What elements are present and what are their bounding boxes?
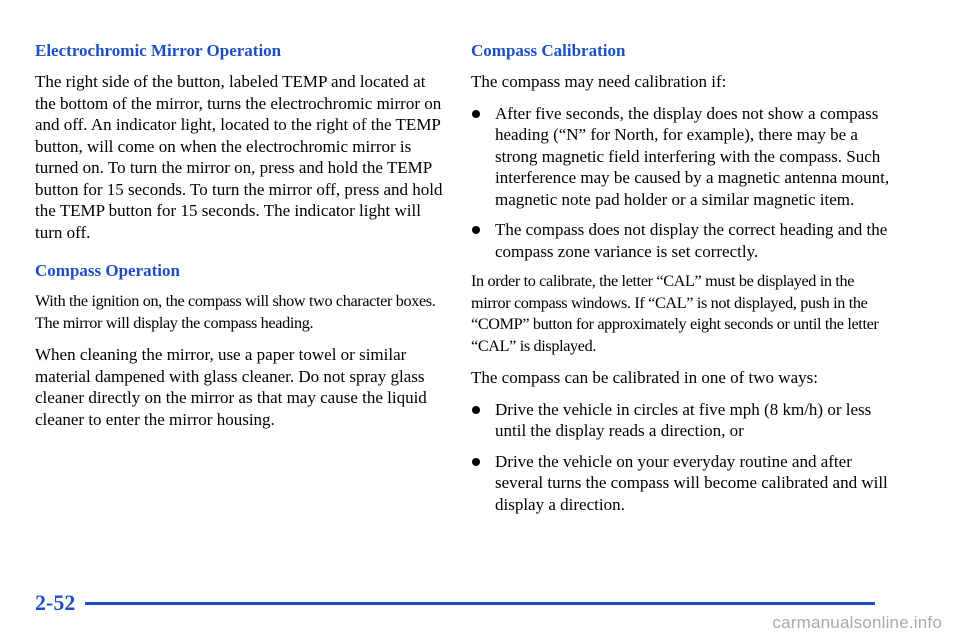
calibration-ways-list xyxy=(471,399,891,516)
list-item-text: After five seconds, the display does not show a compass heading (“N” for North, for example), there may be a strong magnetic field interfering with the compass. Such interference may be caused by a magnetic antenna mount, magnetic note pad holder or a similar magnetic item. xyxy=(495,103,890,209)
bullet-icon xyxy=(472,406,480,414)
calibrate-instructions: In order to calibrate, the letter “CAL” must be displayed in the mirror compass windows. If “CAL” is not displayed, push in the “COMP” button for approximately eight seconds or until the letter “CAL” is displayed. xyxy=(471,272,879,355)
section-heading-compass-operation: Compass Operation xyxy=(35,261,180,280)
footer-divider xyxy=(85,602,875,605)
watermark-text: carmanualsonline.info xyxy=(772,613,942,632)
bullet-icon xyxy=(472,226,480,234)
cleaning-paragraph: When cleaning the mirror, use a paper towel or similar material dampened with glass cleaner. Do not spray glass cleaner directly on the mirror as that may cause the liquid cleaner to enter the mirror housing. xyxy=(35,345,427,429)
electrochromic-paragraph: The right side of the button, labeled TEMP and located at the bottom of the mirror, turns the electrochromic mirror on and off. An indicator light, located to the right of the TEMP button, will come on when the electrochromic mirror is turned on. To turn the mirror on, press and hold the TEMP button for 15 seconds. To turn the mirror off, press and hold the TEMP button for 15 seconds. The indicator light will turn off. xyxy=(35,72,443,242)
list-item xyxy=(471,219,891,262)
right-column xyxy=(471,40,891,524)
calibration-conditions-list xyxy=(471,103,891,263)
list-item-text: The compass does not display the correct heading and the compass zone variance is set correctly. xyxy=(495,220,888,261)
list-item xyxy=(471,399,891,442)
bullet-icon xyxy=(472,458,480,466)
bullet-icon xyxy=(472,110,480,118)
section-heading-compass-calibration: Compass Calibration xyxy=(471,41,626,60)
list-item-text: Drive the vehicle in circles at five mph (8 km/h) or less until the display reads a direction, or xyxy=(495,399,872,440)
page-number: 2-52 xyxy=(35,590,76,615)
left-column xyxy=(35,40,445,440)
list-item-text: Drive the vehicle on your everyday routine and after several turns the compass will become calibrated and will display a direction. xyxy=(495,451,888,514)
ways-intro: The compass can be calibrated in one of two ways: xyxy=(471,368,818,387)
section-heading-electrochromic: Electrochromic Mirror Operation xyxy=(35,41,282,60)
calibration-intro: The compass may need calibration if: xyxy=(471,72,727,91)
list-item xyxy=(471,103,891,211)
list-item xyxy=(471,451,891,516)
compass-operation-paragraph: With the ignition on, the compass will show two character boxes. The mirror will display the compass heading. xyxy=(35,292,436,332)
